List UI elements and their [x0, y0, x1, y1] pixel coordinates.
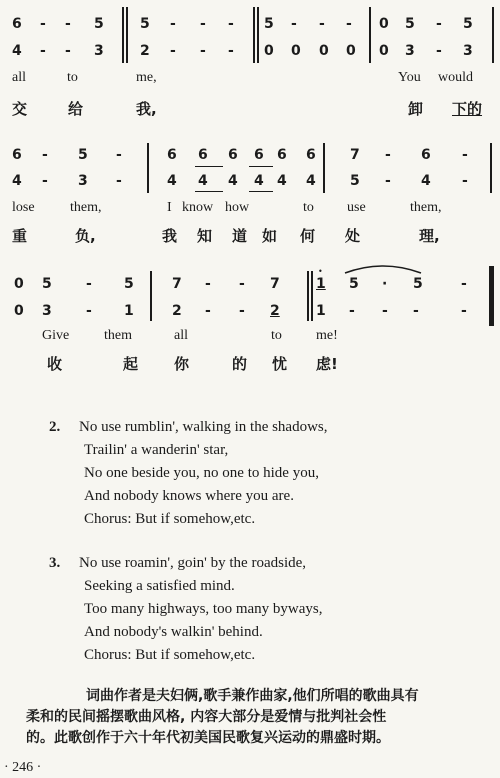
- note: -: [228, 43, 234, 59]
- beam: [195, 191, 223, 192]
- lyric-word: me!: [316, 328, 338, 343]
- verse-line: [49, 621, 323, 644]
- verse-line-text: Chorus: But if somehow,etc.: [84, 647, 256, 663]
- note: 6: [12, 147, 22, 163]
- verse-number: 3.: [49, 555, 61, 571]
- note: 4: [306, 173, 316, 189]
- note: 5: [349, 276, 359, 292]
- lyric-chinese: 处: [345, 227, 361, 245]
- note: 0: [264, 43, 274, 59]
- note: 3: [405, 43, 415, 59]
- note: 4: [12, 173, 22, 189]
- note: 3: [42, 303, 52, 319]
- note: -: [413, 303, 419, 319]
- barline: [253, 7, 255, 63]
- lyric-chinese: 理,: [419, 227, 440, 245]
- lyric-chinese: 给: [68, 100, 84, 118]
- octave-dot: •: [318, 267, 323, 276]
- note: -: [346, 16, 352, 32]
- barline: [323, 143, 325, 193]
- note-line: 词曲作者是夫妇俩,歌手兼作曲家,他们所唱的歌曲具有: [86, 688, 419, 704]
- note: -: [42, 173, 48, 189]
- note: 5: [264, 16, 274, 32]
- verse-line-text: And nobody's walkin' behind.: [84, 624, 263, 640]
- barline: [307, 271, 309, 321]
- note: 6: [306, 147, 316, 163]
- note: -: [382, 303, 388, 319]
- lyric-word: use: [347, 200, 366, 215]
- note: 5: [413, 276, 423, 292]
- lyric-word: all: [12, 70, 26, 85]
- note: -: [65, 16, 71, 32]
- lyric-chinese: 重: [12, 227, 28, 245]
- note: 0: [346, 43, 356, 59]
- lyric-chinese: 知: [197, 227, 213, 245]
- note: 0: [14, 276, 24, 292]
- lyric-word: them,: [70, 200, 102, 215]
- beam: [195, 166, 223, 167]
- note: 5: [124, 276, 134, 292]
- lyric-chinese: 我: [162, 227, 178, 245]
- note: 5: [42, 276, 52, 292]
- verse-line-text: Trailin' a wanderin' star,: [84, 442, 229, 458]
- verse-line-text: No use roamin', goin' by the roadside,: [79, 555, 307, 571]
- note: 0: [379, 43, 389, 59]
- barline: [311, 271, 313, 321]
- note: 5: [140, 16, 150, 32]
- note: -: [116, 173, 122, 189]
- note: 4: [167, 173, 177, 189]
- lyric-word: lose: [12, 200, 35, 215]
- note: 5: [405, 16, 415, 32]
- lyric-word: to: [271, 328, 282, 343]
- lyric-word: Give: [42, 328, 70, 343]
- lyric-chinese: 我,: [136, 100, 157, 118]
- note: 4: [421, 173, 431, 189]
- note: 3: [463, 43, 473, 59]
- note-line: 的。此歌创作于六十年代初美国民歌复兴运动的鼎盛时期。: [26, 730, 390, 746]
- lyric-word: me,: [136, 70, 157, 85]
- verse-line-text: And nobody knows where you are.: [84, 488, 294, 504]
- verse-2: [49, 416, 328, 531]
- note: 6: [167, 147, 177, 163]
- note: -: [205, 303, 211, 319]
- note-line: 柔和的民间摇摆歌曲风格, 内容大部分是爱情与批判社会性: [26, 709, 387, 725]
- verse-3: [49, 552, 323, 667]
- lyric-chinese: 道: [232, 227, 248, 245]
- note: -: [291, 16, 297, 32]
- note: 5: [94, 16, 104, 32]
- note: 7: [350, 147, 360, 163]
- note: -: [205, 276, 211, 292]
- note: 6: [198, 147, 208, 163]
- lyric-chinese: 何: [300, 227, 316, 245]
- note: 6: [254, 147, 264, 163]
- author-note: [26, 686, 482, 749]
- verse-line-text: No use rumblin', walking in the shadows,: [79, 419, 328, 435]
- note: -: [239, 276, 245, 292]
- note: -: [461, 303, 467, 319]
- note: -: [462, 147, 468, 163]
- note: -: [436, 16, 442, 32]
- lyric-chinese: 如: [262, 227, 278, 245]
- verse-line: [49, 462, 328, 485]
- lyric-chinese: 忧: [272, 355, 288, 373]
- page-number: · 246 ·: [4, 760, 42, 775]
- lyric-chinese: 起: [123, 355, 139, 373]
- barline: [257, 7, 259, 63]
- note: 2: [140, 43, 150, 59]
- barline: [492, 7, 494, 63]
- lyric-chinese: 交: [12, 100, 28, 118]
- note: 0: [319, 43, 329, 59]
- barline: [369, 7, 371, 63]
- lyric-word: would: [438, 70, 473, 85]
- note: 3: [94, 43, 104, 59]
- note: -: [200, 43, 206, 59]
- note: 0: [14, 303, 24, 319]
- note: 2: [172, 303, 182, 319]
- verse-line-text: No one beside you, no one to hide you,: [84, 465, 319, 481]
- note: 0: [291, 43, 301, 59]
- note: -: [40, 16, 46, 32]
- lyric-word: to: [67, 70, 78, 85]
- note: 5: [350, 173, 360, 189]
- note: 4: [12, 43, 22, 59]
- verse-line: [49, 575, 323, 598]
- barline: [490, 143, 492, 193]
- end-barline: [489, 266, 494, 326]
- verse-number: 2.: [49, 419, 61, 435]
- note: 6: [228, 147, 238, 163]
- lyric-word: I: [167, 200, 172, 215]
- note: 0: [379, 16, 389, 32]
- note: 2: [270, 303, 280, 319]
- verse-line-text: Too many highways, too many byways,: [84, 601, 323, 617]
- note: -: [436, 43, 442, 59]
- note: 4: [277, 173, 287, 189]
- verse-line-text: Seeking a satisfied mind.: [84, 578, 235, 594]
- note: 1: [316, 276, 326, 292]
- verse-line: [49, 552, 323, 575]
- tie-arc: [343, 261, 423, 275]
- note: -: [170, 16, 176, 32]
- note: 4: [254, 173, 264, 189]
- lyric-chinese: 卸: [408, 100, 424, 118]
- lyric-word: You: [398, 70, 421, 85]
- lyric-chinese: 下的: [452, 100, 483, 118]
- note: -: [200, 16, 206, 32]
- note: 5: [463, 16, 473, 32]
- note: 5: [78, 147, 88, 163]
- lyric-word: know: [182, 200, 214, 215]
- note: -: [462, 173, 468, 189]
- note: -: [239, 303, 245, 319]
- lyric-chinese: 负,: [75, 227, 96, 245]
- lyric-chinese: 的: [232, 355, 248, 373]
- verse-line-text: Chorus: But if somehow,etc.: [84, 511, 256, 527]
- note: 7: [172, 276, 182, 292]
- lyric-word: all: [174, 328, 188, 343]
- lyric-chinese: 你: [174, 355, 190, 373]
- verse-line: [49, 644, 323, 667]
- note: 6: [421, 147, 431, 163]
- note: -: [349, 303, 355, 319]
- verse-line: [49, 508, 328, 531]
- lyric-word: how: [225, 200, 250, 215]
- note: 7: [270, 276, 280, 292]
- lyric-word: them: [104, 328, 132, 343]
- beam: [249, 166, 273, 167]
- barline: [126, 7, 128, 63]
- note: -: [40, 43, 46, 59]
- lyric-chinese: 虑!: [316, 355, 338, 373]
- note: 1: [124, 303, 134, 319]
- beam: [249, 191, 273, 192]
- note: -: [170, 43, 176, 59]
- note: -: [42, 147, 48, 163]
- lyric-word: to: [303, 200, 314, 215]
- lyric-chinese: 收: [47, 355, 63, 373]
- barline: [147, 143, 149, 193]
- note: -: [116, 147, 122, 163]
- note: 4: [198, 173, 208, 189]
- note: -: [385, 173, 391, 189]
- note: -: [86, 303, 92, 319]
- note: 6: [12, 16, 22, 32]
- barline: [150, 271, 152, 321]
- note: 3: [78, 173, 88, 189]
- note: ·: [382, 276, 388, 292]
- lyric-word: them,: [410, 200, 442, 215]
- note: -: [228, 16, 234, 32]
- note: 1: [316, 303, 326, 319]
- verse-line: [49, 485, 328, 508]
- note: -: [319, 16, 325, 32]
- note: -: [86, 276, 92, 292]
- note: 6: [277, 147, 287, 163]
- barline: [122, 7, 124, 63]
- verse-line: [49, 439, 328, 462]
- note: -: [385, 147, 391, 163]
- verse-line: [49, 416, 328, 439]
- verse-line: [49, 598, 323, 621]
- note: 4: [228, 173, 238, 189]
- note: -: [461, 276, 467, 292]
- note: -: [65, 43, 71, 59]
